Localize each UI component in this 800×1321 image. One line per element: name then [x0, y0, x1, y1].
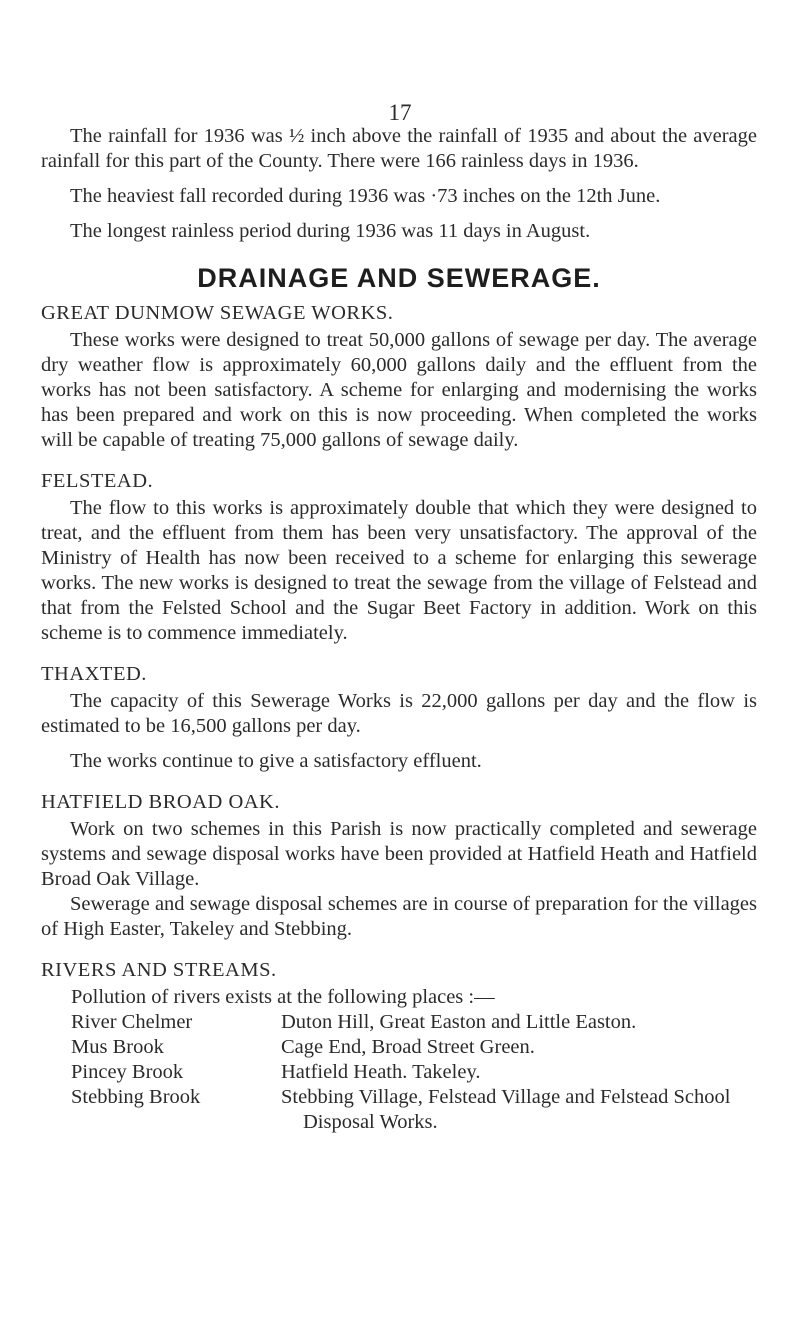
table-row	[71, 1085, 741, 1135]
subheading: THAXTED.	[41, 663, 147, 685]
paragraph: The flow to this works is approximately double that which they were designed to treat, and the effluent from them has been very unsatisfactory. The approval of the Ministry of Health has now been received to a scheme for enlarging this sewerage works. The new works is designed to treat the sewage from the village of Felstead and that from the Felsted School and the Sugar Beet Factory in addition. Work on this scheme is to commence immediately.	[41, 497, 757, 644]
river-name: River Chelmer	[71, 1011, 193, 1033]
river-name: Pincey Brook	[71, 1061, 184, 1083]
rainfall-paragraph-3: The longest rainless period during 1936 was 11 days in August.	[70, 220, 591, 242]
river-name: Stebbing Brook	[71, 1086, 201, 1108]
section-rivers-and-streams	[41, 958, 757, 1135]
pollution-places: Duton Hill, Great Easton and Little Easton.	[281, 1011, 637, 1033]
page-number: 17	[388, 100, 412, 125]
subheading: GREAT DUNMOW SEWAGE WORKS.	[41, 302, 394, 324]
subheading: FELSTEAD.	[41, 470, 154, 492]
table-row	[71, 1010, 741, 1035]
paragraph: Work on two schemes in this Parish is now practically completed and sewerage systems and sewage disposal works have been provided at Hatfield Heath and Hatfield Broad Oak Village.	[41, 818, 757, 890]
paragraph: The works continue to give a satisfactory effluent.	[70, 750, 482, 772]
rivers-lead: Pollution of rivers exists at the following places :—	[71, 986, 495, 1008]
section-felstead	[41, 469, 757, 646]
rivers-table	[71, 1010, 741, 1135]
paragraph: Sewerage and sewage disposal schemes are in course of preparation for the villages of High Easter, Takeley and Stebbing.	[41, 893, 757, 940]
subheading: RIVERS AND STREAMS.	[41, 959, 277, 981]
river-name: Mus Brook	[71, 1036, 164, 1058]
section-title: DRAINAGE AND SEWERAGE.	[197, 263, 601, 293]
rainfall-paragraph-1: The rainfall for 1936 was ½ inch above the rainfall of 1935 and about the average rainfall for this part of the County. There were 166 rainless days in 1936.	[41, 125, 757, 172]
rainfall-paragraph-2: The heaviest fall recorded during 1936 was ·73 inches on the 12th June.	[70, 185, 661, 207]
table-row	[71, 1060, 741, 1085]
paragraph: These works were designed to treat 50,000 gallons of sewage per day. The average dry weather flow is approximately 60,000 gallons daily and the effluent from the works has not been satisfactory. A scheme for enlarging and modernising the works has been prepared and work on this is now proceeding. When completed the works will be capable of treating 75,000 gallons of sewage daily.	[41, 329, 757, 451]
paragraph: The capacity of this Sewerage Works is 22,000 gallons per day and the flow is estimated to be 16,500 gallons per day.	[41, 690, 757, 737]
table-row	[71, 1035, 741, 1060]
section-great-dunmow	[41, 301, 757, 453]
section-thaxted	[41, 662, 757, 774]
pollution-places: Stebbing Village, Felstead Village and Felstead School Disposal Works.	[281, 1086, 731, 1133]
subheading: HATFIELD BROAD OAK.	[41, 791, 280, 813]
pollution-places: Cage End, Broad Street Green.	[281, 1036, 535, 1058]
section-hatfield-broad-oak	[41, 790, 757, 942]
document-body	[41, 124, 757, 1135]
pollution-places: Hatfield Heath. Takeley.	[281, 1061, 481, 1083]
